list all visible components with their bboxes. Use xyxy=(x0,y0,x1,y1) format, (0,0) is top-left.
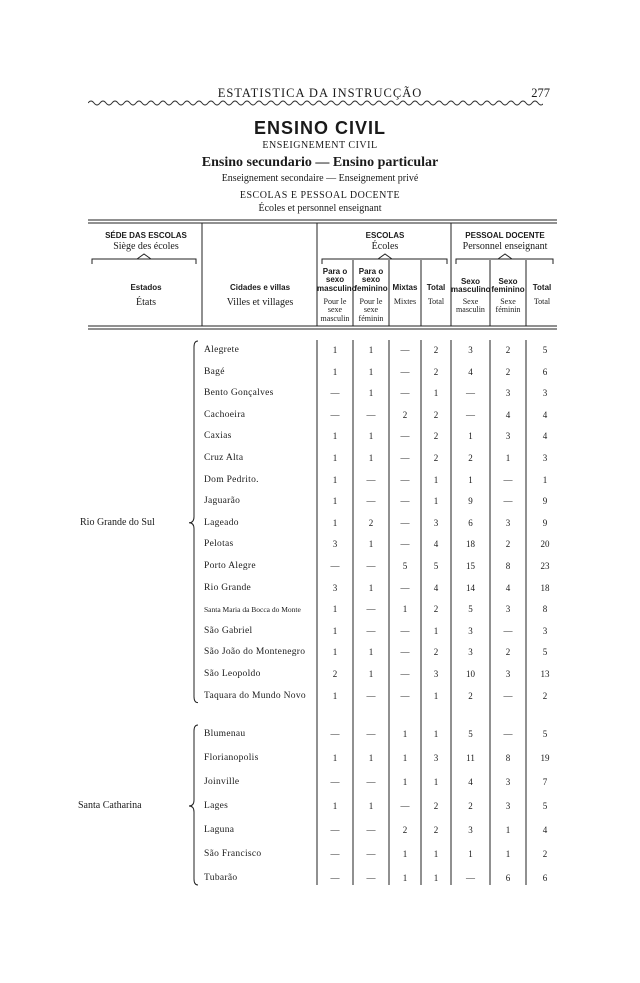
cell-prof-total: 7 xyxy=(542,777,548,787)
page-number: 277 xyxy=(531,86,550,100)
cell-prof-total: 9 xyxy=(542,496,548,507)
cell-prof-total: 4 xyxy=(542,431,548,442)
cell-masc: 1 xyxy=(332,431,338,442)
city-name: Blumenau xyxy=(204,729,246,739)
header-total: Total xyxy=(426,283,446,292)
cell-mixtas: — xyxy=(400,517,410,528)
cell-total: 1 xyxy=(433,625,439,636)
cell-masc: 1 xyxy=(332,474,338,485)
header-sexo-fem-fr xyxy=(490,298,526,315)
cell-total: 1 xyxy=(433,873,439,883)
cell-fem: — xyxy=(366,690,376,701)
cell-prof-fem: — xyxy=(503,625,513,636)
header-para-masc-fr-line2: sexe xyxy=(327,305,343,315)
header-sexo-masc xyxy=(451,278,490,295)
header-para-fem-fr xyxy=(353,298,389,323)
cell-prof-fem: 3 xyxy=(505,777,511,787)
header-para-fem-line2: sexo xyxy=(361,275,381,285)
cell-prof-masc: 1 xyxy=(468,431,473,442)
state-name: Santa Catharina xyxy=(78,800,142,811)
city-name: São João do Montenegro xyxy=(204,647,306,658)
cell-masc: 1 xyxy=(332,753,338,763)
cell-mixtas: 1 xyxy=(402,753,408,763)
cell-fem: — xyxy=(366,496,376,507)
city-name: Bagé xyxy=(204,366,225,377)
header-estados-fr: États xyxy=(136,297,156,308)
cell-prof-masc: — xyxy=(466,388,475,399)
cell-fem: 1 xyxy=(368,453,374,463)
cell-fem: 1 xyxy=(368,366,374,377)
city-name: São Gabriel xyxy=(204,625,253,636)
header-para-fem-line3: feminino xyxy=(354,283,388,293)
cell-masc: 1 xyxy=(332,604,338,615)
cell-total: 1 xyxy=(433,690,439,701)
header-mixtas-fr: Mixtes xyxy=(393,297,417,306)
state-name: Rio Grande do Sul xyxy=(80,516,155,528)
cell-masc: 1 xyxy=(332,517,338,528)
cell-mixtas: 2 xyxy=(402,825,408,835)
cell-prof-fem: 3 xyxy=(505,604,511,615)
header-mixtas: Mixtas xyxy=(392,283,418,292)
cell-prof-masc: 5 xyxy=(468,604,473,615)
table-title: ESCOLAS E PESSOAL DOCENTE xyxy=(239,190,401,201)
header-sexo-fem-fr-line1: Sexe xyxy=(500,297,516,306)
cell-masc: 1 xyxy=(332,801,338,811)
cell-masc: 1 xyxy=(332,690,338,701)
city-name: São Francisco xyxy=(204,849,262,859)
cell-mixtas: 1 xyxy=(402,604,408,615)
city-name: Lageado xyxy=(204,517,239,528)
cell-prof-fem: 1 xyxy=(505,825,511,835)
cell-prof-total: 19 xyxy=(540,753,550,763)
header-para-masc-line2: sexo xyxy=(325,275,345,285)
city-name: Bento Gonçalves xyxy=(204,388,274,399)
header-para-masc-line1: Para o xyxy=(322,267,348,276)
cell-prof-masc: 9 xyxy=(468,496,473,507)
cell-fem: — xyxy=(366,777,376,787)
header-sede-fr: Siège des écoles xyxy=(113,241,179,252)
cell-fem: 1 xyxy=(368,801,374,811)
cell-masc: 1 xyxy=(332,496,338,507)
cell-total: 1 xyxy=(433,849,439,859)
cell-masc: 3 xyxy=(332,582,338,593)
cell-prof-total: 23 xyxy=(540,561,550,571)
city-name: Pelotas xyxy=(204,539,234,550)
cell-prof-fem: 1 xyxy=(505,849,511,859)
cell-total: 2 xyxy=(433,604,439,615)
city-name: São Leopoldo xyxy=(204,669,261,679)
cell-fem: 1 xyxy=(368,669,374,679)
cell-fem: — xyxy=(366,873,376,883)
cell-total: 4 xyxy=(433,539,439,550)
header-estados: Estados xyxy=(130,283,162,292)
cell-prof-fem: 2 xyxy=(505,647,511,658)
header-sexo-masc-fr-line2: masculin xyxy=(456,305,485,315)
cell-total: 2 xyxy=(433,345,439,355)
cell-prof-masc: 4 xyxy=(468,366,473,377)
cell-prof-total: 6 xyxy=(542,873,548,883)
cell-mixtas: 2 xyxy=(402,409,408,420)
cell-total: 5 xyxy=(433,561,439,571)
cell-masc: 1 xyxy=(332,453,338,463)
cell-prof-masc: 2 xyxy=(468,801,473,811)
header-sexo-masc-fr-line1: Sexe xyxy=(462,297,479,306)
cell-prof-total: 8 xyxy=(542,604,548,615)
cell-prof-masc: — xyxy=(466,409,475,420)
cell-fem: 1 xyxy=(368,647,374,658)
cell-prof-masc: 18 xyxy=(466,539,475,550)
cell-prof-total: 5 xyxy=(542,647,548,658)
cell-masc: — xyxy=(330,388,340,399)
city-name: Lages xyxy=(204,801,229,811)
cell-total: 2 xyxy=(433,801,439,811)
cell-mixtas: 1 xyxy=(402,849,408,859)
cell-fem: 1 xyxy=(368,388,374,399)
cell-prof-total: 6 xyxy=(542,366,548,377)
cell-masc: — xyxy=(330,729,340,739)
cell-prof-fem: 3 xyxy=(505,517,511,528)
city-name: Tubarão xyxy=(204,873,238,883)
cell-prof-masc: 3 xyxy=(468,825,473,835)
cell-prof-masc: 3 xyxy=(468,647,473,658)
cell-total: 2 xyxy=(433,647,439,658)
cell-mixtas: 1 xyxy=(402,777,408,787)
city-name: Dom Pedrito. xyxy=(204,474,259,485)
running-title: ESTATISTICA DA INSTRUCÇÃO xyxy=(217,86,423,100)
cell-mixtas: — xyxy=(400,496,410,507)
cell-prof-masc: 2 xyxy=(468,453,473,463)
header-para-masc-fr-line1: Pour le xyxy=(323,297,347,306)
city-name: Florianopolis xyxy=(204,753,259,763)
header-escolas-fr: Écoles xyxy=(371,241,399,252)
cell-total: 4 xyxy=(433,582,439,593)
header-total-pessoal: Total xyxy=(532,283,552,292)
cell-total: 1 xyxy=(433,777,439,787)
cell-masc: 1 xyxy=(332,647,338,658)
cell-prof-fem: 8 xyxy=(505,753,511,763)
cell-mixtas: — xyxy=(400,539,410,550)
cell-fem: — xyxy=(366,625,376,636)
cell-prof-total: 9 xyxy=(542,517,548,528)
cell-total: 3 xyxy=(433,669,439,679)
cell-fem: 1 xyxy=(368,431,374,442)
header-sexo-fem xyxy=(490,278,526,295)
cell-prof-total: 3 xyxy=(542,388,548,399)
city-name: Santa Maria da Bocca do Monte xyxy=(204,605,301,615)
cell-mixtas: — xyxy=(400,647,410,658)
cell-prof-total: 5 xyxy=(542,345,548,355)
cell-mixtas: — xyxy=(400,431,410,442)
header-para-fem-fr-line3: féminin xyxy=(358,313,384,323)
cell-masc: — xyxy=(330,825,340,835)
section-subtitle: Enseignement secondaire — Enseignement privé xyxy=(221,173,419,184)
cell-prof-fem: — xyxy=(503,690,513,701)
cell-mixtas: — xyxy=(400,345,410,355)
header-para-masc-fr xyxy=(317,298,353,323)
cell-prof-masc: 3 xyxy=(468,625,473,636)
main-title: ENSINO CIVIL xyxy=(253,118,386,138)
cell-fem: 2 xyxy=(368,517,374,528)
header-escolas: ESCOLAS xyxy=(365,231,405,240)
cell-prof-fem: 4 xyxy=(505,409,511,420)
cell-fem: 1 xyxy=(368,582,374,593)
city-name: Rio Grande xyxy=(204,582,252,593)
cell-fem: 1 xyxy=(368,753,374,763)
cell-masc: 2 xyxy=(332,669,338,679)
cell-fem: — xyxy=(366,729,376,739)
cell-fem: 1 xyxy=(368,539,374,550)
city-name: Cruz Alta xyxy=(204,453,244,463)
cell-masc: — xyxy=(330,409,340,420)
cell-total: 3 xyxy=(433,753,439,763)
cell-total: 1 xyxy=(433,729,439,739)
header-sexo-masc-line1: Sexo xyxy=(460,277,481,286)
header-total-pessoal-fr: Total xyxy=(533,297,551,306)
cell-prof-total: 3 xyxy=(542,625,548,636)
cell-prof-fem: 3 xyxy=(505,801,511,811)
cell-prof-fem: 6 xyxy=(505,873,511,883)
cell-prof-fem: 2 xyxy=(505,539,511,550)
main-subtitle: ENSEIGNEMENT CIVIL xyxy=(262,140,378,151)
cell-total: 2 xyxy=(433,431,439,442)
cell-fem: — xyxy=(366,409,376,420)
cell-prof-masc: 14 xyxy=(466,582,475,593)
cell-prof-fem: — xyxy=(503,496,513,507)
cell-prof-total: 20 xyxy=(540,539,550,550)
cell-masc: — xyxy=(330,777,340,787)
cell-total: 1 xyxy=(433,496,439,507)
cell-fem: 1 xyxy=(368,345,374,355)
header-para-fem xyxy=(353,268,389,293)
cell-mixtas: — xyxy=(400,625,410,636)
cell-prof-masc: 10 xyxy=(466,669,475,679)
cell-fem: — xyxy=(366,561,376,571)
cell-mixtas: — xyxy=(400,690,410,701)
cell-mixtas: 1 xyxy=(402,873,408,883)
cell-total: 2 xyxy=(433,409,439,420)
cell-prof-fem: 2 xyxy=(505,345,511,355)
city-name: Caxias xyxy=(204,431,232,442)
cell-total: 3 xyxy=(433,517,439,528)
cell-prof-masc: 4 xyxy=(468,777,473,787)
header-para-masc-line3: masculino xyxy=(317,283,357,293)
cell-total: 2 xyxy=(433,366,439,377)
header-para-fem-line1: Para o xyxy=(358,267,384,276)
cell-total: 2 xyxy=(433,453,439,463)
cell-mixtas: — xyxy=(400,366,410,377)
cell-masc: 1 xyxy=(332,366,338,377)
cell-fem: — xyxy=(366,825,376,835)
header-para-fem-fr-line2: sexe xyxy=(363,305,379,315)
cell-prof-total: 3 xyxy=(542,453,548,463)
cell-masc: — xyxy=(330,849,340,859)
cell-prof-fem: 3 xyxy=(505,388,511,399)
cell-masc: 1 xyxy=(332,345,338,355)
cell-prof-fem: — xyxy=(503,474,513,485)
header-sexo-fem-fr-line2: féminin xyxy=(495,305,521,315)
cell-prof-masc: — xyxy=(466,873,475,883)
cell-prof-fem: 1 xyxy=(505,453,511,463)
cell-prof-total: 4 xyxy=(542,825,548,835)
header-sexo-masc-fr xyxy=(451,298,490,315)
header-para-masc-fr-line3: masculin xyxy=(320,313,350,323)
cell-prof-masc: 1 xyxy=(468,474,473,485)
cell-prof-total: 13 xyxy=(540,669,550,679)
cell-prof-total: 2 xyxy=(542,849,548,859)
city-name: Laguna xyxy=(204,825,235,835)
cell-total: 1 xyxy=(433,474,439,485)
header-total-fr: Total xyxy=(427,297,445,306)
section-title: Ensino secundario — Ensino particular xyxy=(201,155,439,170)
cell-masc: — xyxy=(330,873,340,883)
cell-masc: 3 xyxy=(332,539,338,550)
cell-prof-fem: 3 xyxy=(505,669,511,679)
cell-prof-total: 5 xyxy=(542,801,548,811)
cell-mixtas: — xyxy=(400,669,410,679)
cell-prof-masc: 15 xyxy=(466,561,475,571)
header-pessoal-fr: Personnel enseignant xyxy=(462,241,548,252)
cell-prof-masc: 3 xyxy=(468,345,473,355)
cell-prof-total: 2 xyxy=(542,690,548,701)
city-name: Alegrete xyxy=(204,345,240,355)
cell-prof-fem: 4 xyxy=(505,582,511,593)
cell-masc: — xyxy=(330,561,340,571)
cell-prof-total: 1 xyxy=(542,474,548,485)
cell-prof-fem: 8 xyxy=(505,561,511,571)
cell-prof-total: 5 xyxy=(542,729,548,739)
cell-total: 1 xyxy=(433,388,439,399)
cell-prof-masc: 2 xyxy=(468,690,473,701)
city-name: Taquara do Mundo Novo xyxy=(204,690,306,701)
header-pessoal: PESSOAL DOCENTE xyxy=(465,231,545,240)
header-para-masc xyxy=(317,267,357,293)
brace-icon xyxy=(186,0,202,983)
cell-fem: — xyxy=(366,604,376,615)
cell-prof-total: 18 xyxy=(540,582,550,593)
cell-prof-total: 4 xyxy=(542,409,548,420)
cell-mixtas: — xyxy=(400,453,410,463)
city-name: Cachoeira xyxy=(204,409,246,420)
cell-mixtas: — xyxy=(400,388,410,399)
table-subtitle: Écoles et personnel enseignant xyxy=(258,203,382,214)
header-cidades: Cidades e villas xyxy=(229,283,291,292)
header-para-fem-fr-line1: Pour le xyxy=(359,297,383,306)
cell-total: 2 xyxy=(433,825,439,835)
cell-prof-masc: 5 xyxy=(468,729,473,739)
cell-fem: — xyxy=(366,474,376,485)
cell-mixtas: — xyxy=(400,582,410,593)
cell-mixtas: 1 xyxy=(402,729,408,739)
cell-prof-fem: — xyxy=(503,729,513,739)
cell-prof-masc: 1 xyxy=(468,849,473,859)
city-name: Jaguarão xyxy=(204,496,241,507)
header-sexo-fem-line2: feminino xyxy=(491,285,525,295)
cell-prof-fem: 3 xyxy=(505,431,511,442)
cell-fem: — xyxy=(366,849,376,859)
city-name: Porto Alegre xyxy=(204,561,256,571)
header-cidades-fr: Villes et villages xyxy=(226,297,294,308)
cell-mixtas: — xyxy=(400,801,410,811)
cell-masc: 1 xyxy=(332,625,338,636)
cell-mixtas: — xyxy=(400,474,410,485)
header-sede: SÉDE DAS ESCOLAS xyxy=(105,231,187,240)
cell-prof-masc: 6 xyxy=(468,517,473,528)
cell-prof-fem: 2 xyxy=(505,366,511,377)
city-name: Joinville xyxy=(204,777,240,787)
header-sexo-masc-line2: masculino xyxy=(451,285,491,295)
cell-prof-masc: 11 xyxy=(466,753,475,763)
cell-mixtas: 5 xyxy=(402,561,408,571)
header-sexo-fem-line1: Sexo xyxy=(498,277,518,286)
